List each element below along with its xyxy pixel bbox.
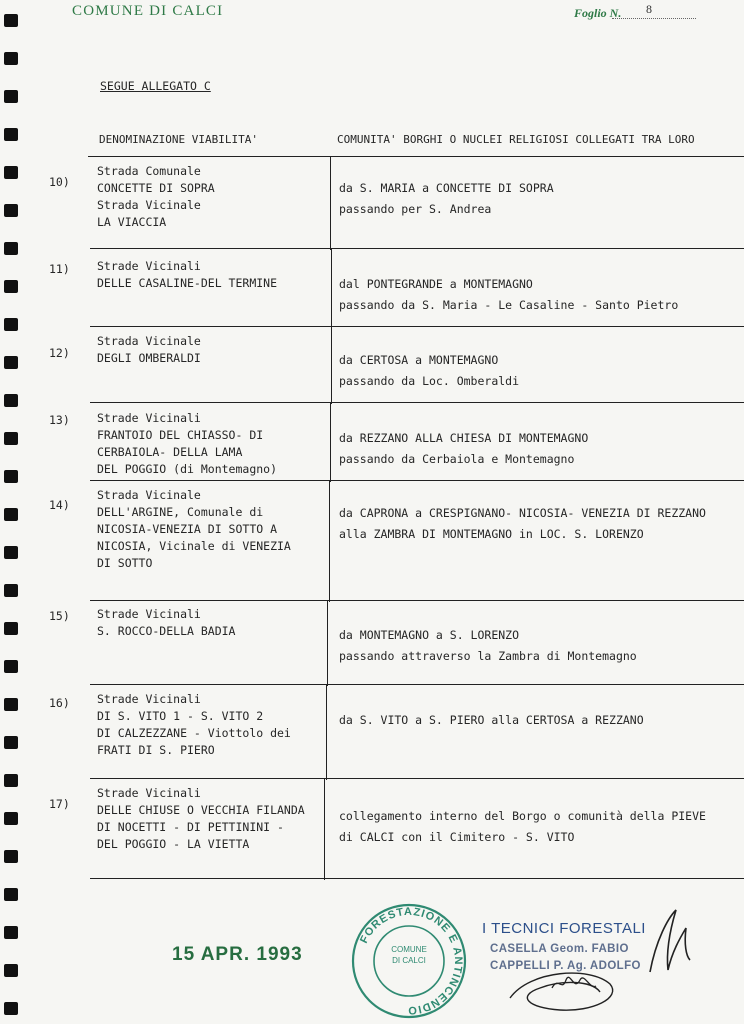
foglio-number: 8 [646, 2, 652, 16]
column-divider [330, 156, 331, 250]
row-number: 16) [49, 696, 70, 710]
stamp-outer-text: FORESTAZIONE E ANTINCENDIO [358, 905, 465, 1017]
tecnico-name-2: CAPPELLI P. Ag. ADOLFO [490, 960, 641, 972]
round-stamp [350, 902, 468, 1020]
binder-hole [4, 166, 18, 179]
column-divider [331, 248, 332, 328]
binder-hole [4, 964, 18, 977]
column-divider [327, 600, 328, 686]
binder-hole [4, 850, 18, 863]
binder-hole [4, 90, 18, 103]
column-divider [329, 480, 330, 602]
row-comunita: da REZZANO ALLA CHIESA DI MONTEMAGNO passando da Cerbaiola e Montemagno [339, 431, 589, 466]
row-denominazione: Strade Vicinali DELLE CASALINE-DEL TERMINE [97, 259, 278, 290]
binder-hole [4, 508, 18, 521]
row-denominazione: Strada Vicinale DEGLI OMBERALDI [97, 334, 201, 365]
binder-hole [4, 52, 18, 65]
stamp-inner-text: COMUNE DI CALCI [391, 945, 427, 965]
column-divider [326, 684, 327, 780]
binder-hole [4, 736, 18, 749]
row-separator [90, 778, 744, 779]
binder-hole [4, 470, 18, 483]
row-comunita: da S. VITO a S. PIERO alla CERTOSA a REZZANO [339, 713, 644, 727]
row-separator [90, 248, 744, 249]
row-denominazione: Strade Vicinali DELLE CHIUSE O VECCHIA FILANDA DI NOCETTI - DI PETTININI - DEL POGGIO - LA VIETTA [97, 786, 305, 851]
row-separator [90, 600, 744, 601]
column-header-comunita: COMUNITA' BORGHI O NUCLEI RELIGIOSI COLLEGATI TRA LORO [337, 133, 695, 146]
binder-hole [4, 280, 18, 293]
row-number: 13) [49, 413, 70, 427]
row-number: 12) [49, 346, 70, 360]
row-comunita: da CERTOSA a MONTEMAGNO passando da Loc. Omberaldi [339, 353, 520, 388]
row-number: 11) [49, 262, 70, 276]
row-number: 14) [49, 498, 70, 512]
table-top-rule [88, 156, 744, 157]
binder-hole [4, 242, 18, 255]
binder-hole [4, 318, 18, 331]
comune-header: COMUNE DI CALCI [72, 3, 224, 19]
binder-holes [0, 0, 18, 1024]
binder-hole [4, 698, 18, 711]
date-stamp: 15 APR. 1993 [172, 944, 303, 965]
column-divider [331, 326, 332, 404]
binder-hole [4, 14, 18, 27]
column-divider [324, 778, 325, 880]
binder-hole [4, 774, 18, 787]
binder-hole [4, 584, 18, 597]
column-divider [330, 402, 331, 482]
row-denominazione: Strada Vicinale DELL'ARGINE, Comunale di NICOSIA-VENEZIA DI SOTTO A NICOSIA, Vicinale di VENEZIA DI SOTTO [97, 488, 291, 570]
row-comunita: da CAPRONA a CRESPIGNANO- NICOSIA- VENEZIA DI REZZANO alla ZAMBRA DI MONTEMAGNO in LOC. S. LORENZO [339, 506, 706, 541]
row-separator [90, 402, 744, 403]
row-comunita: da S. MARIA a CONCETTE DI SOPRA passando per S. Andrea [339, 181, 554, 216]
table-bottom-rule [90, 878, 744, 879]
binder-hole [4, 888, 18, 901]
row-separator [90, 684, 744, 685]
binder-hole [4, 432, 18, 445]
binder-hole [4, 1002, 18, 1015]
row-comunita: dal PONTEGRANDE a MONTEMAGNO passando da S. Maria - Le Casaline - Santo Pietro [339, 277, 679, 312]
row-separator [90, 326, 744, 327]
tecnico-name-1: CASELLA Geom. FABIO [490, 943, 629, 955]
handwritten-signature [500, 900, 730, 1022]
binder-hole [4, 204, 18, 217]
row-comunita: collegamento interno del Borgo o comunità della PIEVE di CALCI con il Cimitero - S. VITO [339, 809, 706, 844]
row-number: 17) [49, 797, 70, 811]
row-number: 15) [49, 609, 70, 623]
section-title: SEGUE ALLEGATO C [100, 79, 211, 93]
foglio-label: Foglio N. [574, 6, 622, 20]
row-number: 10) [49, 175, 70, 189]
binder-hole [4, 128, 18, 141]
binder-hole [4, 546, 18, 559]
binder-hole [4, 660, 18, 673]
column-header-denominazione: DENOMINAZIONE VIABILITA' [99, 133, 258, 146]
row-separator [90, 480, 744, 481]
row-denominazione: Strade Vicinali S. ROCCO-DELLA BADIA [97, 607, 236, 638]
binder-hole [4, 926, 18, 939]
row-comunita: da MONTEMAGNO a S. LORENZO passando attraverso la Zambra di Montemagno [339, 628, 637, 663]
tecnici-forestali-title: I TECNICI FORESTALI [482, 920, 646, 937]
foglio-underline [612, 18, 696, 19]
row-denominazione: Strada Comunale CONCETTE DI SOPRA Strada Vicinale LA VIACCIA [97, 164, 215, 229]
binder-hole [4, 622, 18, 635]
row-denominazione: Strade Vicinali DI S. VITO 1 - S. VITO 2 DI CALZEZZANE - Viottolo dei FRATI DI S. PIERO [97, 692, 291, 757]
binder-hole [4, 356, 18, 369]
binder-hole [4, 812, 18, 825]
row-denominazione: Strade Vicinali FRANTOIO DEL CHIASSO- DI CERBAIOLA- DELLA LAMA DEL POGGIO (di Montemagno) [97, 411, 278, 476]
binder-hole [4, 394, 18, 407]
